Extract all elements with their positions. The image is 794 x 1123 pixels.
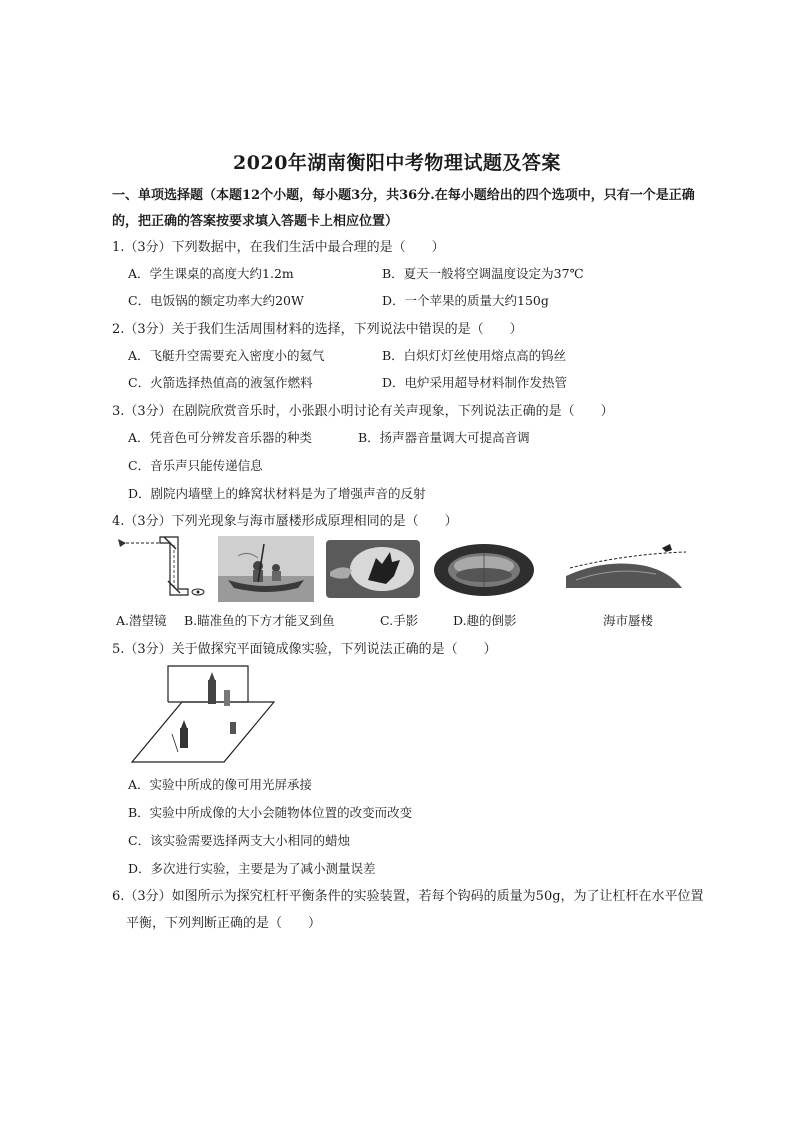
q2-option-d: D．电炉采用超导材料制作发热管 (382, 375, 568, 390)
q2-option-b: B．白炽灯灯丝使用熔点高的钨丝 (382, 348, 567, 363)
q4-caption-b: B.瞄准鱼的下方才能叉到鱼 (184, 613, 335, 628)
q4-caption-a: A.潜望镜 (116, 613, 167, 628)
q4-stem: 4.（3分）下列光现象与海市蜃楼形成原理相同的是（ ） (112, 514, 458, 529)
reflection-photo (432, 542, 536, 598)
spear-fishing-photo (218, 536, 314, 602)
section-heading-line1: 一、单项选择题（本题12个小题，每小题3分，共36分.在每小题给出的四个选项中，只有一个是正确 (112, 188, 695, 203)
q1-option-b: B．夏天一般将空调温度设定为37℃ (382, 266, 584, 281)
q1-option-a: A．学生课桌的高度大约1.2m (128, 266, 294, 281)
q2-option-a: A．飞艇升空需要充入密度小的氦气 (128, 348, 325, 363)
hand-shadow-photo (326, 540, 420, 598)
q4-caption-c: C.手影 (380, 613, 419, 628)
q4-caption-d: D.趣的倒影 (453, 613, 517, 628)
q3-option-d: D．剧院内墙壁上的蜂窝状材料是为了增强声音的反射 (128, 486, 426, 501)
section-heading-line2: 的，把正确的答案按要求填入答题卡上相应位置） (112, 214, 399, 229)
q5-option-a: A．实验中所成的像可用光屏承接 (128, 777, 313, 792)
q5-option-d: D．多次进行实验，主要是为了减小测量误差 (128, 861, 376, 876)
q5-stem: 5.（3分）关于做探究平面镜成像实验，下列说法正确的是（ ） (112, 642, 497, 657)
q6-stem-line1: 6.（3分）如图所示为探究杠杆平衡条件的实验装置，若每个钩码的质量为50g，为了让杠杆在水平位置 (112, 889, 704, 904)
q2-option-c: C．火箭选择热值高的液氢作燃料 (128, 375, 313, 390)
q1-option-c: C．电饭锅的额定功率大约20W (128, 293, 304, 308)
q1-option-d: D．一个苹果的质量大约150g (382, 293, 549, 308)
page-title: 2020年湖南衡阳中考物理试题及答案 (233, 152, 561, 174)
q3-stem: 3.（3分）在剧院欣赏音乐时，小张跟小明讨论有关声现象，下列说法正确的是（ ） (112, 404, 614, 419)
q3-option-a: A．凭音色可分辨发音乐器的种类 (128, 430, 313, 445)
mirage-figure (566, 540, 688, 596)
q5-option-b: B．实验中所成像的大小会随物体位置的改变而改变 (128, 805, 413, 820)
periscope-figure (112, 533, 212, 601)
plane-mirror-figure (128, 662, 278, 766)
q3-option-c: C．音乐声只能传递信息 (128, 458, 263, 473)
q3-option-b: B．扬声器音量调大可提高音调 (358, 430, 530, 445)
q5-option-c: C．该实验需要选择两支大小相同的蜡烛 (128, 833, 351, 848)
q2-stem: 2.（3分）关于我们生活周围材料的选择，下列说法中错误的是（ ） (112, 322, 523, 337)
q1-stem: 1.（3分）下列数据中，在我们生活中最合理的是（ ） (112, 240, 445, 255)
q4-caption-e: 海市蜃楼 (603, 613, 654, 628)
q6-stem-line2: 平衡，下列判断正确的是（ ） (126, 916, 322, 931)
